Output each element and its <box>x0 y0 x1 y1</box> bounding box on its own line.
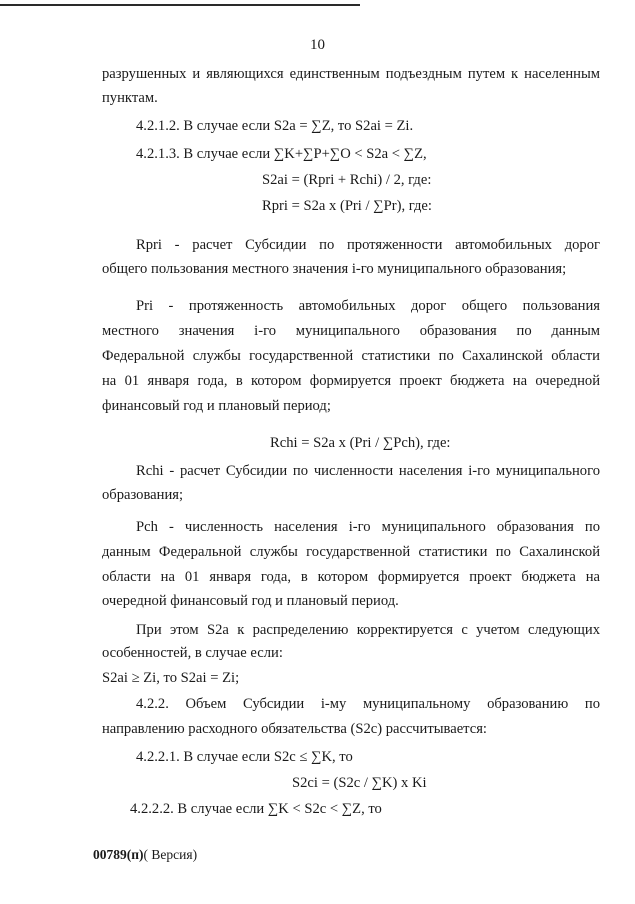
text-line: общего пользования местного значения i-го муниципального образования; <box>102 261 567 277</box>
document-footer <box>93 847 197 863</box>
top-rule <box>0 4 360 6</box>
text-line: Pch - численность населения i-го муниципального образования по <box>136 519 600 535</box>
text-line: образования; <box>102 487 184 503</box>
formula-line: Rpri = S2a x (Pri / ∑Pr), где: <box>262 198 432 214</box>
text-line: 4.2.2.2. В случае если ∑K < S2c < ∑Z, то <box>130 801 382 817</box>
text-line: данным Федеральной службы государственной статистики по Сахалинской <box>102 544 600 560</box>
text-line: Rpri - расчет Субсидии по протяженности автомобильных дорог <box>136 237 600 253</box>
text-line: на 01 января года, в котором формируется проект бюджета на очередной <box>102 373 600 389</box>
text-line: 4.2.1.3. В случае если ∑K+∑P+∑O < S2a < ∑Z, <box>136 146 427 162</box>
formula-line: Rchi = S2a x (Pri / ∑Pch), где: <box>270 435 451 451</box>
text-line: 4.2.2.1. В случае если S2c ≤ ∑K, то <box>136 749 353 765</box>
text-line: Rchi - расчет Субсидии по численности населения i-го муниципального <box>136 463 600 479</box>
text-line: 4.2.2. Объем Субсидии i-му муниципальному образованию по <box>136 696 600 712</box>
text-line: Pri - протяженность автомобильных дорог общего пользования <box>136 298 600 314</box>
text-line: S2ai ≥ Zi, то S2ai = Zi; <box>102 670 240 686</box>
document-version: ( Версия) <box>143 847 198 862</box>
text-line: При этом S2a к распределению корректируется с учетом следующих <box>136 622 600 638</box>
text-line: разрушенных и являющихся единственным подъездным путем к населенным <box>102 66 600 82</box>
formula-line: S2ci = (S2c / ∑K) x Ki <box>292 775 427 791</box>
page-number: 10 <box>310 37 325 53</box>
text-line: Федеральной службы государственной статистики по Сахалинской области <box>102 348 600 364</box>
text-line: очередной финансовый год и плановый период. <box>102 593 399 609</box>
text-line: особенностей, в случае если: <box>102 645 283 661</box>
text-line: финансовый год и плановый период; <box>102 398 331 414</box>
formula-line: S2ai = (Rpri + Rchi) / 2, где: <box>262 172 432 188</box>
text-line: 4.2.1.2. В случае если S2a = ∑Z, то S2ai = Zi. <box>136 118 414 134</box>
text-line: направлению расходного обязательства (S2c) рассчитывается: <box>102 721 487 737</box>
text-line: местного значения i-го муниципального образования по данным <box>102 323 600 339</box>
text-line: области на 01 января года, в котором формируется проект бюджета на <box>102 569 600 585</box>
text-line: пунктам. <box>102 90 158 106</box>
document-code: 00789(п) <box>93 847 144 862</box>
